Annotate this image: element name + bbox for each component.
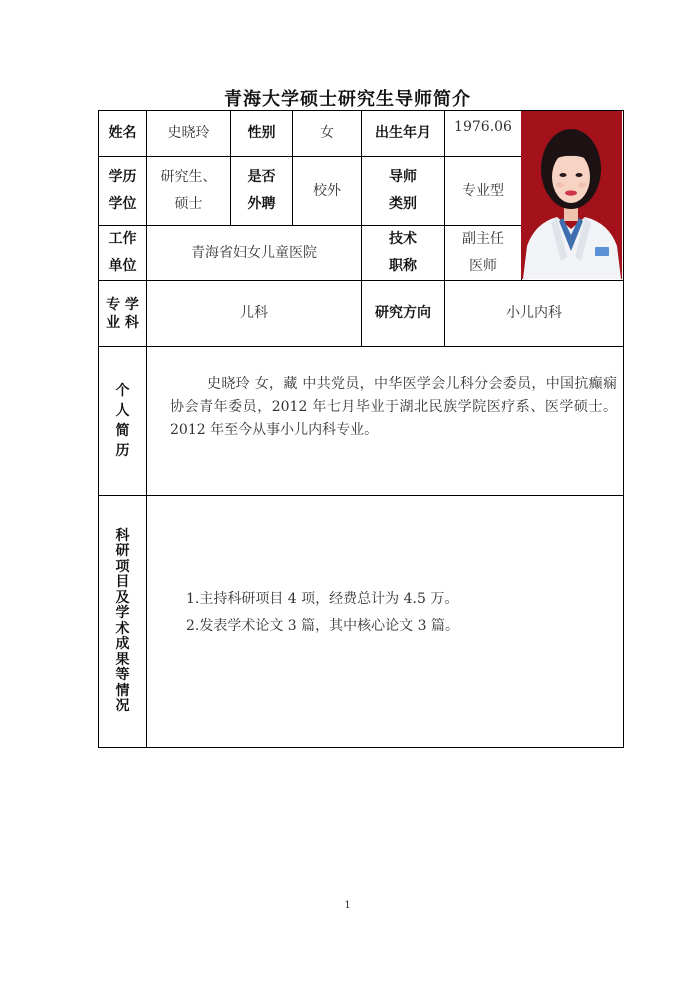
name-value: 史晓玲: [167, 125, 210, 141]
document-title: 青海大学硕士研究生导师简介: [224, 89, 471, 110]
external-label: [231, 157, 292, 225]
work-unit-label-line2: 单位: [108, 258, 137, 274]
professional-title-label-line2: 职称: [389, 258, 417, 274]
research-direction-value: 小儿内科: [506, 305, 562, 321]
research-label: [99, 496, 146, 747]
gender-label: 性别: [247, 125, 276, 141]
research-label-char: 项: [115, 558, 130, 575]
research-label-char: 况: [115, 698, 130, 714]
discipline-label: [99, 281, 146, 346]
resume-text: 史晓玲 女，藏 中共党员，中华医学会儿科分会委员，中国抗癫痫协会青年委员，2012 年七月毕业于湖北民族学院医疗系、医学硕士。2012 年至今从事小儿内科专业。: [170, 376, 617, 438]
research-label-char: 果: [115, 651, 130, 668]
research-label-char: 及: [115, 589, 130, 606]
professional-title-label: [362, 226, 444, 280]
gender-value: 女: [320, 125, 334, 141]
table-border-right: [623, 110, 624, 748]
supervisor-type-label: [362, 157, 444, 225]
discipline-label-line1: 专 学: [106, 296, 139, 313]
research-item: 2.发表学术论文 3 篇，其中核心论文 3 篇。: [186, 618, 459, 634]
table-border-bottom: [98, 747, 624, 748]
resume-label: [99, 347, 146, 495]
external-value: 校外: [313, 182, 341, 199]
professional-title-value-line1: 副主任: [462, 231, 504, 247]
resume-label-char: 人: [115, 403, 130, 419]
work-unit-label-line1: 工作: [108, 231, 137, 247]
name-label: 姓名: [108, 125, 137, 141]
supervisor-type-label-line2: 类别: [389, 196, 417, 212]
birth-value: 1976.06: [454, 118, 512, 135]
research-label-char: 等: [115, 667, 130, 683]
professional-title-value-line2: 医师: [469, 258, 497, 274]
row-divider: [98, 495, 624, 496]
resume-label-char: 简: [115, 423, 130, 439]
education-label-line2: 学位: [108, 196, 137, 212]
research-label-char: 术: [115, 620, 130, 637]
research-list: [186, 586, 459, 640]
professional-title-label-line1: 技术: [389, 231, 417, 247]
education-label-line1: 学历: [108, 169, 137, 185]
row-divider: [98, 346, 624, 347]
research-item: 1.主持科研项目 4 项，经费总计为 4.5 万。: [186, 591, 459, 607]
resume-label-char: 历: [115, 443, 130, 459]
birth-label: 出生年月: [375, 125, 431, 141]
research-direction-label: 研究方向: [375, 305, 431, 321]
work-unit-value: 青海省妇女儿童医院: [191, 244, 317, 261]
research-label-char: 学: [115, 605, 130, 621]
profile-photo: [521, 111, 622, 279]
professional-title-value: [445, 226, 521, 280]
research-label-char: 目: [115, 574, 130, 590]
discipline-value: 儿科: [240, 305, 268, 321]
education-value-line2: 硕士: [174, 196, 203, 212]
external-label-line1: 是否: [247, 169, 276, 185]
research-label-char: 情: [115, 682, 130, 699]
supervisor-type-value: 专业型: [462, 182, 504, 199]
external-label-line2: 外聘: [247, 196, 276, 212]
education-value-line1: 研究生、: [160, 169, 217, 185]
education-value: [147, 157, 230, 225]
discipline-label-line2: 业 科: [106, 314, 139, 331]
resume-label-char: 个: [115, 383, 130, 399]
research-label-char: 科: [115, 527, 130, 544]
research-label-char: 研: [115, 543, 130, 559]
education-label: [99, 157, 146, 225]
supervisor-type-label-line1: 导师: [389, 169, 417, 185]
page-number: 1: [344, 900, 351, 911]
research-label-char: 成: [115, 636, 130, 652]
work-unit-label: [99, 226, 146, 280]
